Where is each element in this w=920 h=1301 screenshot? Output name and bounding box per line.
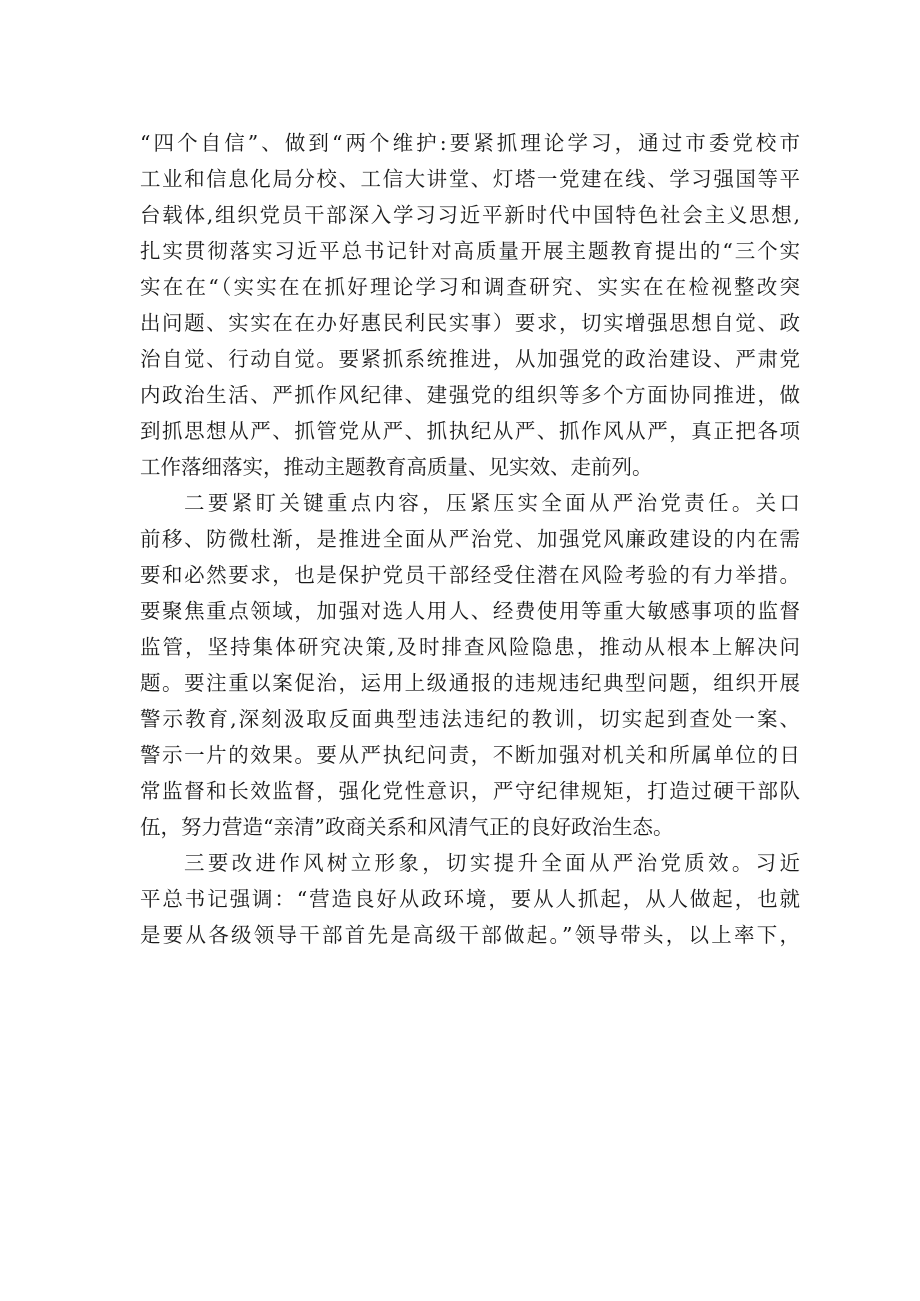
text-line: 常监督和长效监督，强化党性意识，严守纪律规矩，打造过硬干部队	[140, 779, 800, 803]
text-line: 伍，努力营造“亲清”政商关系和风清气正的良好政治生态。	[140, 815, 674, 839]
text-line: 警示一片的效果。要从严执纪问责，不断加强对机关和所属单位的日	[140, 743, 800, 767]
text-line: 监管，坚持集体研究决策,及时排查风险隐患，推动从根本上解决问	[140, 635, 800, 659]
text-line: 要聚焦重点领域，加强对选人用人、经费使用等重大敏感事项的监督	[140, 599, 800, 623]
text-line: 是要从各级领导干部首先是高级干部做起。”领导带头，以上率下，	[140, 923, 800, 947]
text-line: 出问题、实实在在办好惠民利民实事）要求，切实增强思想自觉、政	[140, 311, 800, 335]
text-line: 工作落细落实，推动主题教育高质量、见实效、走前列。	[140, 455, 653, 479]
text-line: 治自觉、行动自觉。要紧抓系统推进，从加强党的政治建设、严肃党	[140, 347, 800, 371]
text-line: 要和必然要求，也是保护党员干部经受住潜在风险考验的有力举措。	[140, 563, 800, 587]
text-line: 扎实贯彻落实习近平总书记针对高质量开展主题教育提出的“三个实	[140, 239, 800, 263]
text-line: “四个自信”、做到“两个维护:要紧抓理论学习，通过市委党校市	[140, 131, 800, 155]
text-line: 到抓思想从严、抓管党从严、抓执纪从严、抓作风从严，真正把各项	[140, 419, 800, 443]
text-line: 前移、防微杜渐，是推进全面从严治党、加强党风廉政建设的内在需	[140, 527, 800, 551]
text-line: 平总书记强调：“营造良好从政环境，要从人抓起，从人做起，也就	[140, 887, 800, 911]
text-line: 台载体,组织党员干部深入学习习近平新时代中国特色社会主义思想,	[140, 203, 800, 227]
text-line: 内政治生活、严抓作风纪律、建强党的组织等多个方面协同推进，做	[140, 383, 800, 407]
paragraph-start-line: 二要紧盯关键重点内容，压紧压实全面从严治党责任。关口	[184, 491, 800, 515]
text-line: 警示教育,深刻汲取反面典型违法违纪的教训，切实起到查处一案、	[140, 707, 800, 731]
text-line: 题。要注重以案促治，运用上级通报的违规违纪典型问题，组织开展	[140, 671, 800, 695]
text-line: 工业和信息化局分校、工信大讲堂、灯塔一党建在线、学习强国等平	[140, 167, 800, 191]
text-line: 实在在“（实实在在抓好理论学习和调查研究、实实在在检视整改突	[140, 275, 800, 299]
paragraph-start-line: 三要改进作风树立形象，切实提升全面从严治党质效。习近	[184, 851, 800, 875]
